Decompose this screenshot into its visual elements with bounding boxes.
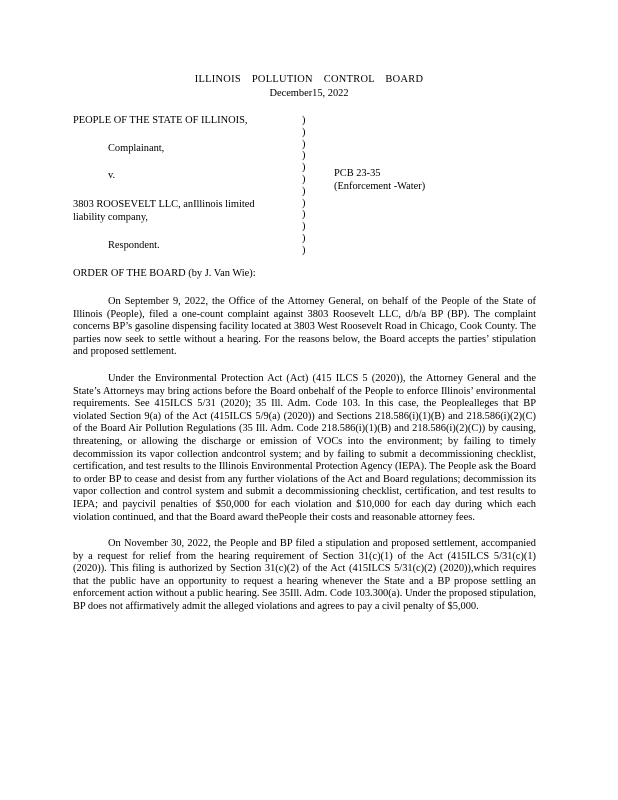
defendant-name-line1: 3803 ROOSEVELT LLC, anIllinois limited (73, 199, 255, 210)
order-date: December15, 2022 (269, 88, 349, 99)
caption-paren: ) (302, 209, 306, 221)
caption-paren: ) (302, 126, 306, 138)
defendant-name-line2: liability company, (73, 212, 148, 223)
body-paragraph: On November 30, 2022, the People and BP filed a stipulation and proposed settlement, accompanied by a request for relief from the hearing requirement of Section 31(c)(1) of the Act (415ILCS 5/31(c)(1) (2020)). This filing is authorized by Section 31(c)(2) of the Act (415ILCS 5/31(c)(2) (2020)),which requires that the public have an opportunity to request a hearing whenever the State and a BP propose settling an enforcement action without a public hearing. See 35Ill. Adm. Code 103.300(a). Under the proposed stipulation, BP does not affirmatively admit the alleged violations and agrees to pay a civil penalty of $5,000. (73, 538, 536, 613)
body-paragraph: Under the Environmental Protection Act (Act) (415 ILCS 5 (2020)), the Attorney General and the State’s Attorneys may bring actions before the Board onbehalf of the People to enforce Illinois’ environmental requirements. See 415ILCS 5/31 (2020); 35 Ill. Adm. Code 103. In this case, the Peoplealleges that BP violated Section 9(a) of the Act (415ILCS 5/9(a) (2020)) and Sections 218.586(i)(1)(B) and 218.586(i)(2)(C) of the Board Air Pollution Regulations (35 Ill. Adm. Code 218.586(i)(1)(B) and 218.586(i)(2)(C)) by causing, threatening, or allowing the discharge or emission of VOCs into the environment; by failing to timely decommission its vapor collection andcontrol system; and by failing to submit a decommissioning checklist, certification, and test results to the Illinois Environmental Protection Agency (IEPA). The People ask the Board to order BP to cease and desist from any further violations of the Act and Board regulations; decommission its vapor collection and control system and submit a decommissioning checklist, certification, and test results to IEPA; and paycivil penalties of $50,000 for each violation and $10,000 for each day during which each violation continued, and that the Board award thePeople their costs and reasonable attorney fees. (73, 372, 536, 523)
caption-paren: ) (302, 138, 306, 150)
case-caption (73, 115, 543, 255)
plaintiff-role: Complainant, (108, 143, 165, 154)
defendant-role: Respondent. (108, 240, 160, 251)
caption-paren: ) (302, 244, 306, 256)
caption-parentheses (302, 115, 312, 257)
caption-paren: ) (302, 173, 306, 185)
order-body (73, 296, 536, 628)
versus-label: v. (108, 170, 116, 181)
plaintiff-name: PEOPLE OF THE STATE OF ILLINOIS, (73, 115, 248, 126)
case-number: PCB 23-35 (334, 168, 381, 179)
document-header (0, 73, 618, 101)
caption-paren: ) (302, 185, 306, 197)
caption-paren: ) (302, 162, 306, 174)
order-heading: ORDER OF THE BOARD (by J. Van Wie): (73, 268, 256, 279)
body-paragraph: On September 9, 2022, the Office of the Attorney General, on behalf of the People of the State of Illinois (People), filed a one-count complaint against 3803 Roosevelt LLC, d/b/a BP (BP). The complaint concerns BP’s gasoline dispensing facility located at 3803 West Roosevelt Road in Chicago, Cook County. The parties now seek to settle without a hearing. For the reasons below, the Board accepts the parties’ stipulation and proposed settlement. (73, 296, 536, 358)
caption-paren: ) (302, 197, 306, 209)
case-identifier (334, 168, 425, 193)
caption-paren: ) (302, 115, 306, 126)
case-type: (Enforcement -Water) (334, 180, 426, 192)
caption-paren: ) (302, 232, 306, 244)
caption-paren: ) (302, 150, 306, 162)
caption-paren: ) (302, 221, 306, 233)
agency-name: ILLINOIS POLLUTION CONTROL BOARD (194, 74, 424, 85)
